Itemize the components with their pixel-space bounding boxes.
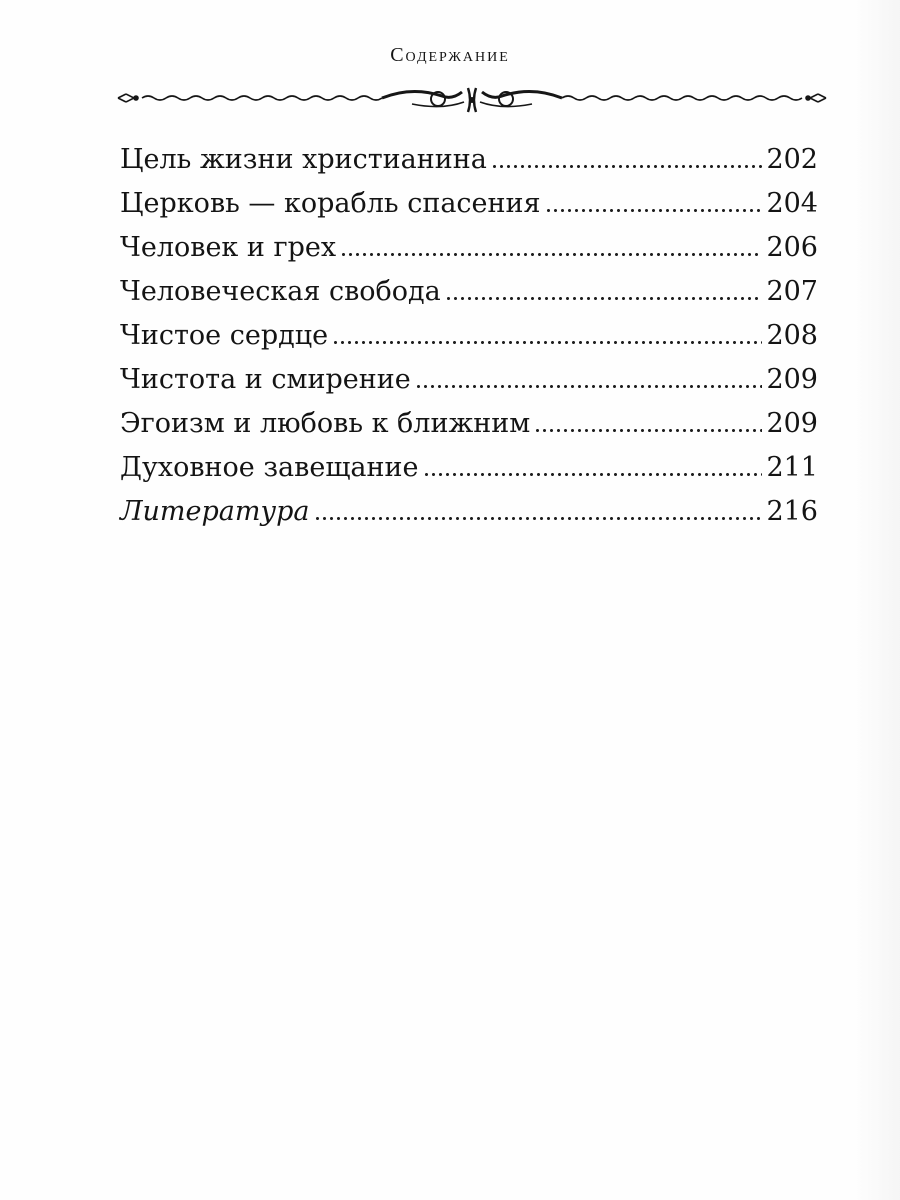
dot-leader xyxy=(534,425,762,436)
dot-leader xyxy=(545,205,763,216)
toc-entry[interactable] xyxy=(120,358,818,402)
toc-entry[interactable] xyxy=(120,446,818,490)
toc-entry-title: Чистота и смирение xyxy=(120,364,411,395)
page-edge-shadow xyxy=(854,0,900,1200)
dot-leader xyxy=(314,513,763,524)
toc-entry-title: Человек и грех xyxy=(120,232,337,263)
toc-entry-page: 209 xyxy=(766,408,818,439)
dot-leader xyxy=(423,469,763,480)
toc-entry-page: 204 xyxy=(766,188,818,219)
toc-entry-page: 207 xyxy=(766,276,818,307)
toc-entry-title: Человеческая свобода xyxy=(120,276,441,307)
toc-entry-title: Эгоизм и любовь к ближним xyxy=(120,408,531,439)
dot-leader xyxy=(415,381,763,392)
toc-entry-page: 216 xyxy=(766,496,818,527)
dot-leader xyxy=(491,161,763,172)
toc-entry-title: Духовное завещание xyxy=(120,452,419,483)
dot-leader xyxy=(340,249,762,260)
toc-entry-title: Церковь — корабль спасения xyxy=(120,188,541,219)
toc-entry-page: 209 xyxy=(766,364,818,395)
running-head: Содержание xyxy=(390,44,510,66)
toc-entry-title: Цель жизни христианина xyxy=(120,144,487,175)
toc-entry[interactable] xyxy=(120,402,818,446)
toc-entry-page: 208 xyxy=(766,320,818,351)
toc-entry-page: 206 xyxy=(766,232,818,263)
ornament-divider-icon xyxy=(112,80,832,116)
toc-entry-title: Литература xyxy=(120,496,310,527)
toc-entry[interactable] xyxy=(120,490,818,534)
toc-entry[interactable] xyxy=(120,182,818,226)
toc-entry-title: Чистое сердце xyxy=(120,320,329,351)
toc-entry[interactable] xyxy=(120,314,818,358)
table-of-contents xyxy=(120,138,818,534)
toc-entry[interactable] xyxy=(120,270,818,314)
toc-entry-page: 211 xyxy=(766,452,818,483)
toc-entry[interactable] xyxy=(120,138,818,182)
dot-leader xyxy=(332,337,762,348)
toc-entry[interactable] xyxy=(120,226,818,270)
toc-entry-page: 202 xyxy=(766,144,818,175)
dot-leader xyxy=(445,293,763,304)
